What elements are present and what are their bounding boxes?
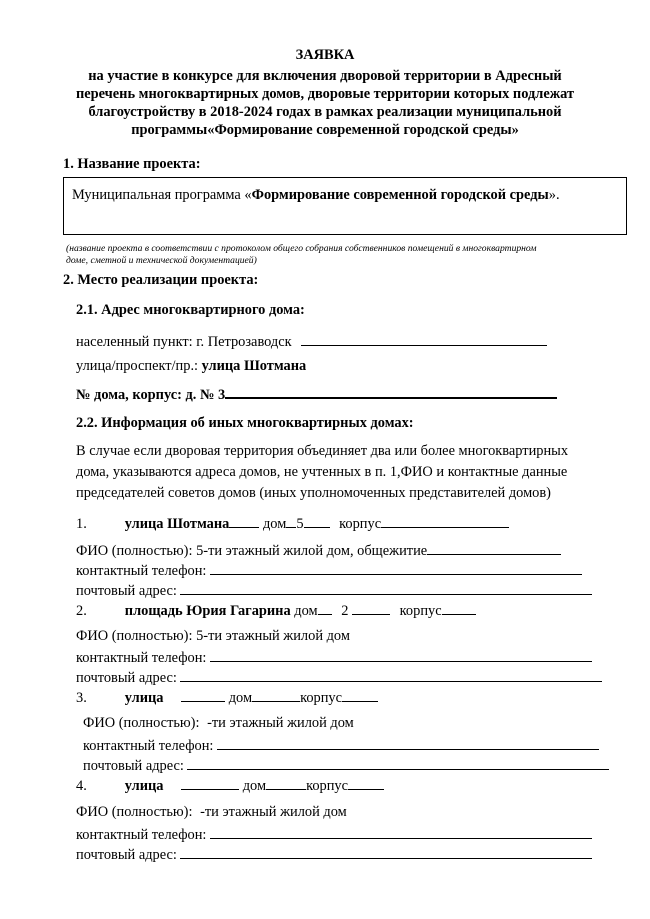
entry-3-street: улица	[124, 690, 164, 706]
entry-1-fio-label: ФИО (полностью):	[76, 543, 193, 559]
entry-4-fio-value: -ти этажный жилой дом	[200, 804, 347, 820]
entry-2-corpus-label: корпус	[399, 603, 442, 619]
entry-2-address-row	[76, 601, 476, 620]
entry-2-street: площадь Юрия Гагарина	[124, 603, 291, 619]
intro-line-1: В случае если дворовая территория объединяет два или более многоквартирных	[76, 443, 569, 459]
entry-1-address-row	[76, 514, 509, 533]
entry-1-post-label: почтовый адрес:	[76, 583, 177, 599]
project-name-note-line-2: доме, сметной и технической документацией)	[66, 255, 257, 266]
entry-3-address-row	[76, 688, 378, 707]
section2-heading: 2. Место реализации проекта:	[63, 272, 259, 288]
entry-2-fio-row	[76, 628, 350, 645]
entry-2-house-value: 2	[341, 603, 349, 619]
entry-2-number: 2.	[76, 603, 87, 619]
street-row	[76, 358, 306, 375]
entry-3-fio-row	[83, 715, 354, 732]
subtitle-line-1: на участие в конкурсе для включения дворовой территории в Адресный	[88, 68, 562, 84]
entry-2-phone-row	[76, 648, 592, 667]
settlement-row	[76, 332, 547, 351]
settlement-label: населенный пункт: г. Петрозаводск	[76, 334, 292, 350]
project-name-bold: Формирование современной городской среды	[251, 187, 549, 203]
entry-3-phone-label: контактный телефон:	[83, 738, 214, 754]
settlement-blank	[301, 332, 547, 346]
document-title: ЗАЯВКА	[295, 47, 355, 63]
entry-1-house-value: 5	[296, 516, 304, 532]
street-value: улица Шотмана	[201, 358, 307, 374]
street-label: улица/проспект/пр.:	[76, 358, 199, 374]
project-name-note-line-1: (название проекта в соответствии с протоколом общего собрания собственников помещений в многоквартирном	[66, 243, 537, 254]
entry-4-phone-row	[76, 825, 592, 844]
entry-2-post-row	[76, 668, 602, 687]
entry-4-post-row	[76, 845, 592, 864]
entry-3-post-row	[83, 756, 609, 775]
entry-1-street: улица Шотмана	[124, 516, 230, 532]
entry-1-post-row	[76, 581, 592, 600]
entry-4-corpus-label: корпус	[306, 778, 349, 794]
section2-1-heading: 2.1. Адрес многоквартирного дома:	[76, 302, 305, 318]
entry-4-address-row	[76, 776, 384, 795]
entry-1-phone-label: контактный телефон:	[76, 563, 207, 579]
entry-1-fio-value: 5-ти этажный жилой дом, общежитие	[196, 543, 428, 559]
project-name-note	[66, 243, 626, 267]
entry-2-post-label: почтовый адрес:	[76, 670, 177, 686]
intro-line-2: дома, указываются адреса домов, не учтенных в п. 1,ФИО и контактные данные	[76, 464, 568, 480]
entry-2-fio-value: 5-ти этажный жилой дом	[196, 628, 350, 644]
entry-2-house-label: дом	[294, 603, 318, 619]
entry-2-fio-label: ФИО (полностью):	[76, 628, 193, 644]
entry-1-phone-row	[76, 561, 582, 580]
project-name-suffix: ».	[548, 187, 560, 203]
subtitle-line-3: благоустройству в 2018-2024 годах в рамках реализации муниципальной	[88, 104, 562, 120]
entry-4-number: 4.	[76, 778, 87, 794]
project-name	[72, 187, 560, 204]
entry-3-phone-row	[83, 736, 599, 755]
entry-3-fio-label: ФИО (полностью):	[83, 715, 200, 731]
project-name-prefix: Муниципальная программа «	[72, 187, 252, 203]
house-blank	[225, 384, 557, 399]
entry-3-fio-value: -ти этажный жилой дом	[207, 715, 354, 731]
project-name-box	[63, 177, 627, 235]
entry-3-house-label: дом	[228, 690, 253, 706]
subtitle-line-4: программы«Формирование современной городской среды»	[131, 122, 519, 138]
section2-2-heading: 2.2. Информация об иных многоквартирных домах:	[76, 415, 414, 431]
section1-heading: 1. Название проекта:	[63, 156, 201, 172]
entry-1-fio-row	[76, 541, 561, 560]
entry-4-post-label: почтовый адрес:	[76, 847, 177, 863]
house-label: № дома, корпус: д. № 3	[76, 387, 226, 403]
intro-line-3: председателей советов домов (иных уполномоченных представителей домов)	[76, 485, 551, 501]
entry-4-fio-row	[76, 804, 347, 821]
entry-2-phone-label: контактный телефон:	[76, 650, 207, 666]
entry-3-corpus-label: корпус	[300, 690, 343, 706]
entry-3-number: 3.	[76, 690, 87, 706]
entry-1-house-label: дом	[262, 516, 287, 532]
house-row	[76, 384, 557, 404]
entry-4-street: улица	[124, 778, 164, 794]
entry-4-house-label: дом	[242, 778, 267, 794]
entry-1-corpus-label: корпус	[339, 516, 382, 532]
entry-4-phone-label: контактный телефон:	[76, 827, 207, 843]
entry-3-post-label: почтовый адрес:	[83, 758, 184, 774]
entry-4-fio-label: ФИО (полностью):	[76, 804, 193, 820]
entry-1-number: 1.	[76, 516, 87, 532]
subtitle-line-2: перечень многоквартирных домов, дворовые территории которых подлежат	[75, 86, 575, 102]
